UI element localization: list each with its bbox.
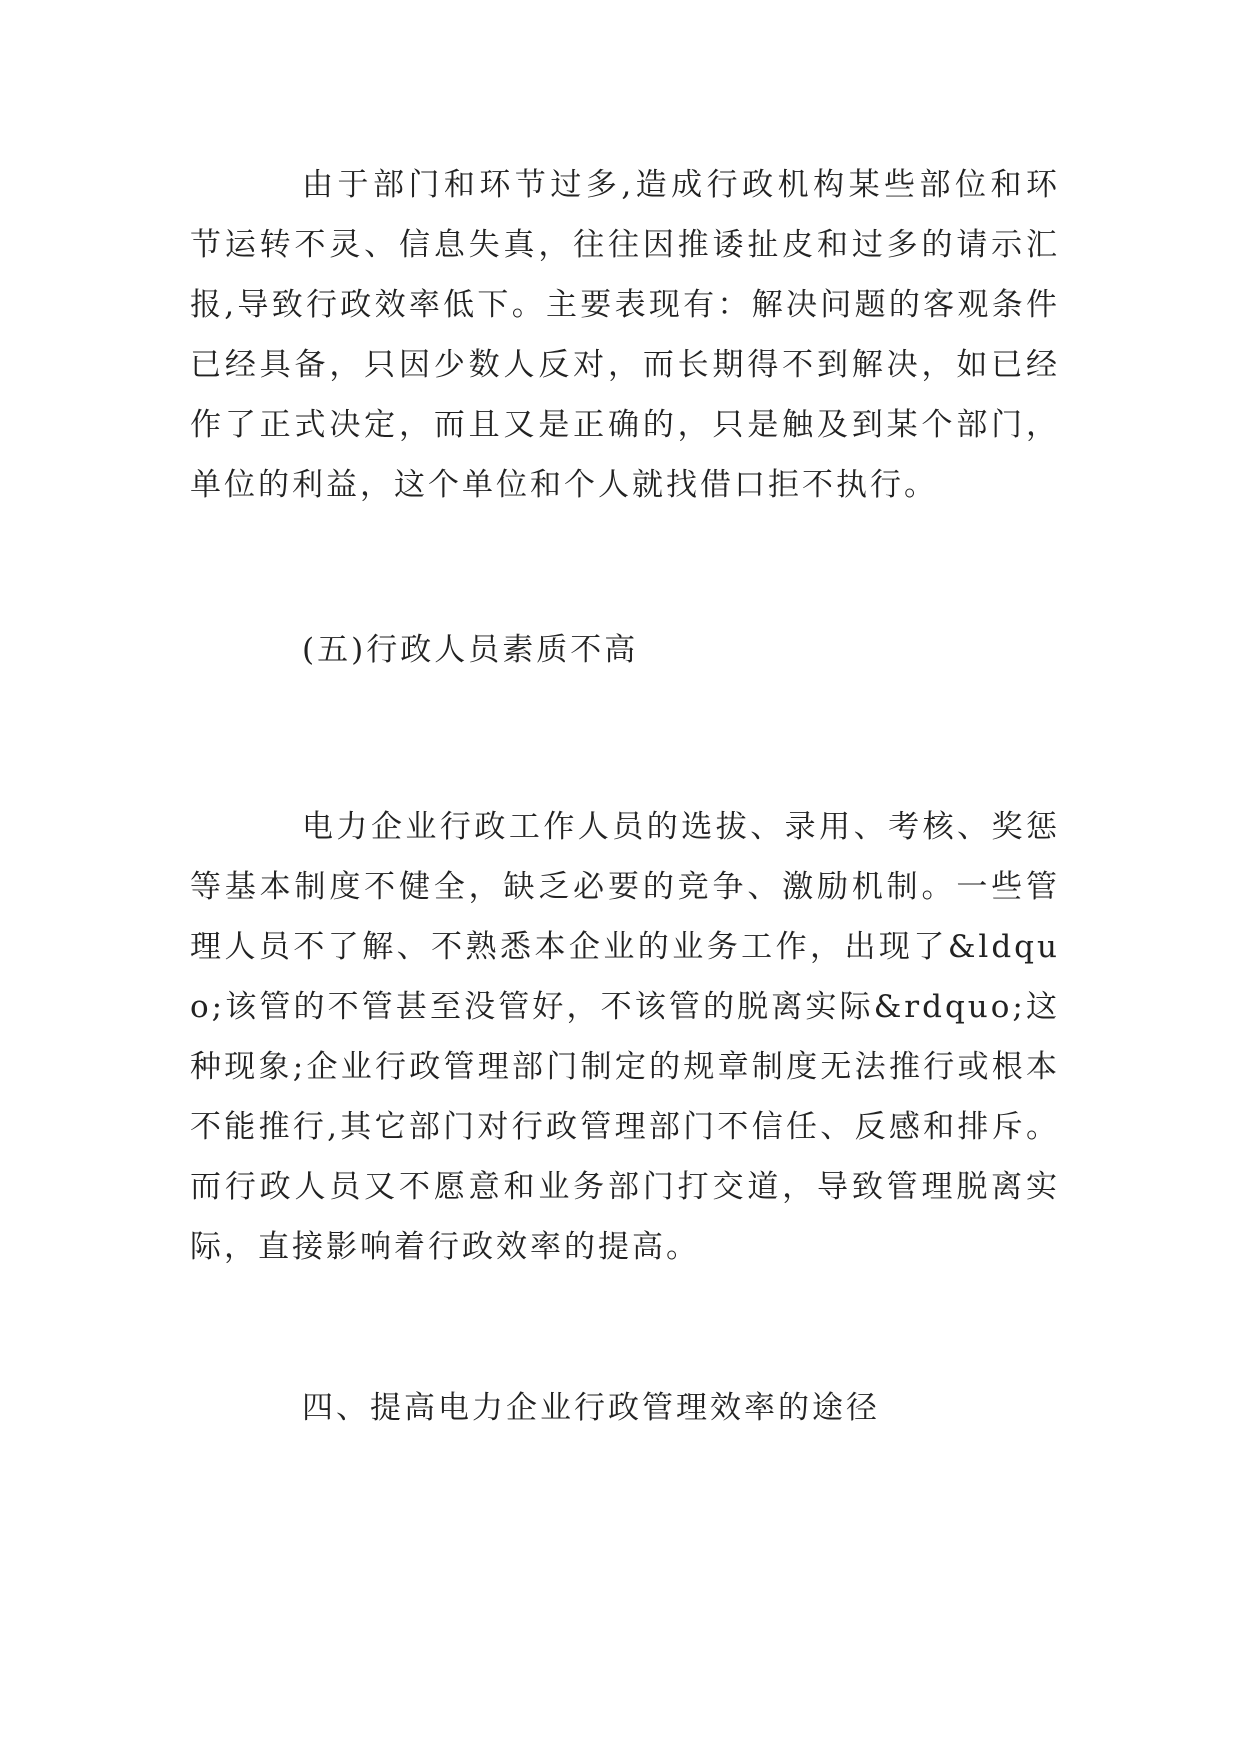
section-heading: (五)行政人员素质不高 <box>302 632 639 668</box>
body-paragraph: 由于部门和环节过多,造成行政机构某些部位和环节运转不灵、信息失真，往往因推诿扯皮和过多的请示汇报,导致行政效率低下。主要表现有：解决问题的客观条件已经具备，只因少数人反对，而长期得不到解决，如已经作了正式决定，而且又是正确的，只是触及到某个部门，单位的利益，这个单位和个人就找借口拒不执行。 <box>190 167 1060 503</box>
chapter-heading: 四、提高电力企业行政管理效率的途径 <box>302 1390 880 1426</box>
body-paragraph: 电力企业行政工作人员的选拔、录用、考核、奖惩等基本制度不健全，缺乏必要的竞争、激励机制。一些管理人员不了解、不熟悉本企业的业务工作，出现了&ldquo;该管的不管甚至没管好，不该管的脱离实际&rdquo;这种现象;企业行政管理部门制定的规章制度无法推行或根本不能推行,其它部门对行政管理部门不信任、反感和排斥。而行政人员又不愿意和业务部门打交道，导致管理脱离实际，直接影响着行政效率的提高。 <box>190 809 1060 1265</box>
